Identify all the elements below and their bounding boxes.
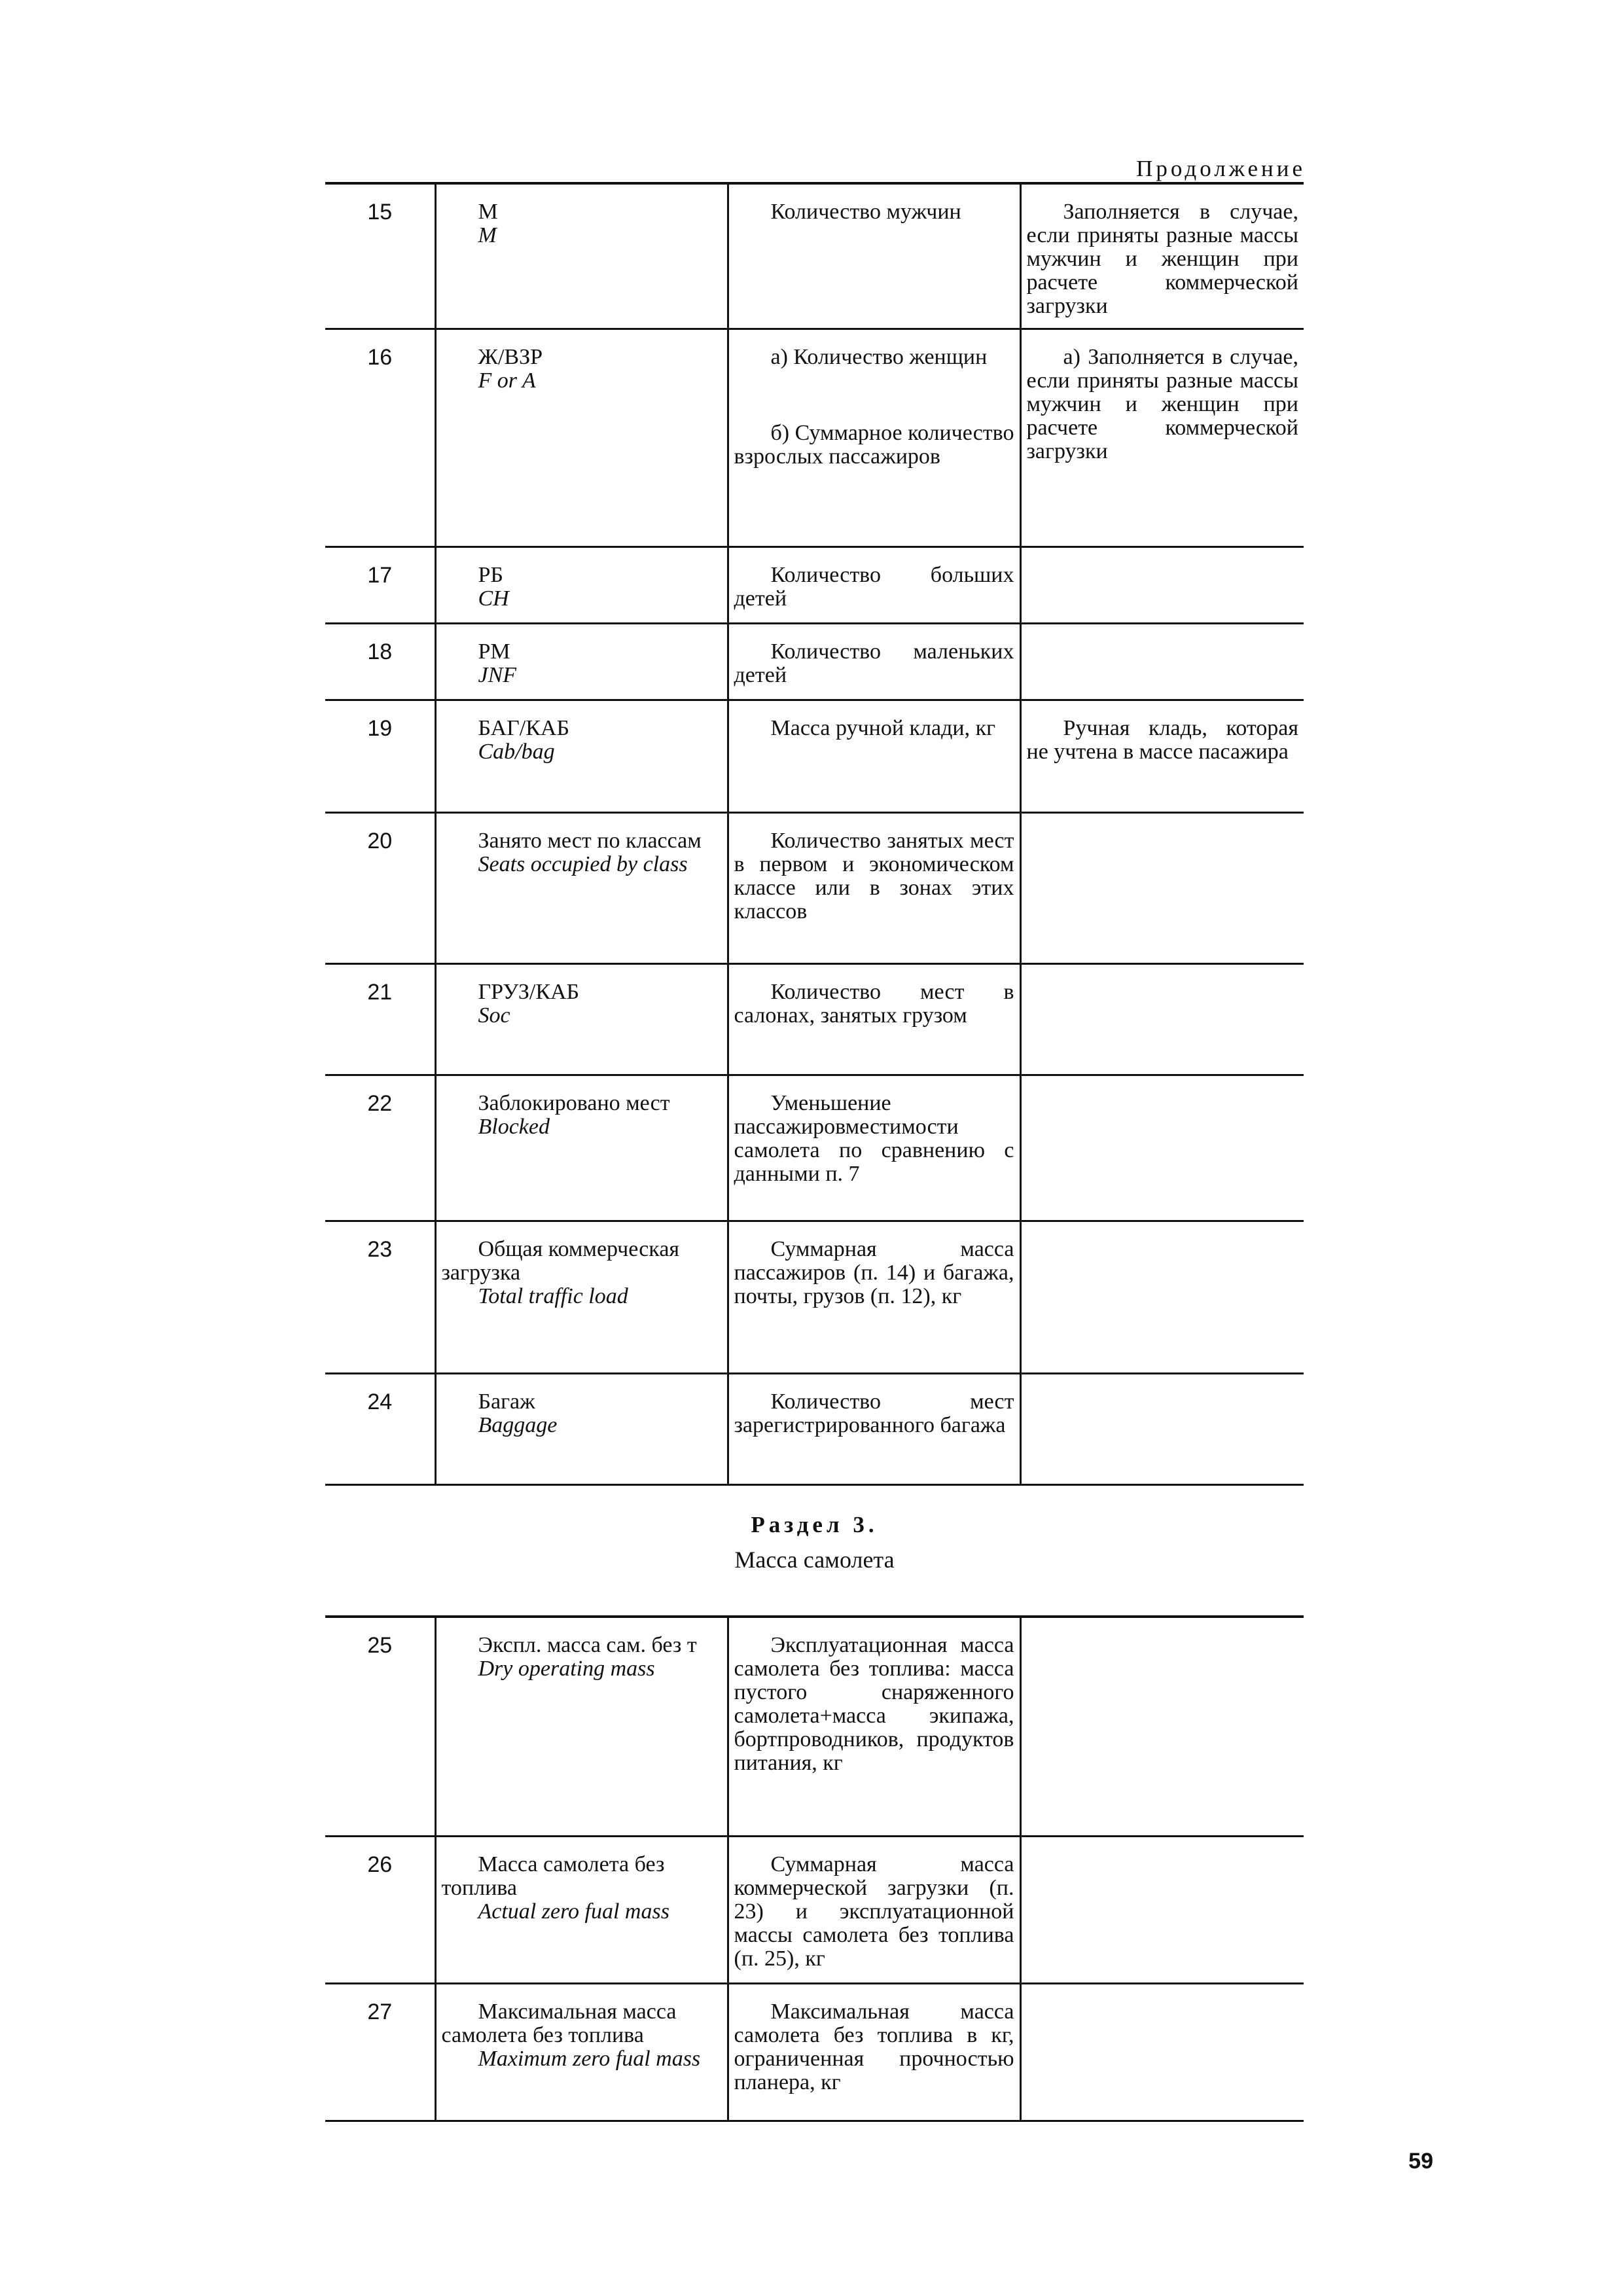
field-description — [728, 329, 1020, 547]
code-english: Cab/bag — [478, 739, 555, 764]
table-row — [325, 963, 1304, 1075]
field-code — [435, 1617, 728, 1836]
table-row — [325, 1221, 1304, 1373]
description-text: Уменьшение пассажировместимости самолета по сравнению с данными п. 7 — [734, 1090, 1014, 1186]
row-number: 23 — [325, 1221, 435, 1373]
field-code — [435, 812, 728, 963]
code-english: CH — [478, 586, 509, 611]
description-text: Количество больших детей — [734, 562, 1014, 611]
code-russian: Масса самолета без топлива — [441, 1852, 665, 1900]
field-note — [1020, 1983, 1304, 2121]
table-row — [325, 700, 1304, 812]
row-number: 15 — [325, 183, 435, 329]
table-row — [325, 812, 1304, 963]
code-russian: Экспл. масса сам. без т — [478, 1633, 697, 1657]
description-text: Суммарная масса коммерческой загрузки (п. 23) и эксплуатационной массы самолета без топлива (п. 25), кг — [734, 1852, 1014, 1971]
field-note — [1020, 183, 1304, 329]
continuation-label: Продолжение — [1136, 156, 1306, 181]
code-english: Total traffic load — [478, 1283, 628, 1308]
description-text: Суммарная масса пассажиров (п. 14) и багажа, почты, грузов (п. 12), кг — [734, 1236, 1014, 1308]
description-text: Количество мужчин — [770, 200, 961, 224]
field-code — [435, 623, 728, 700]
description-text: Масса ручной клади, кг — [770, 715, 996, 740]
table-row — [325, 1373, 1304, 1484]
field-code — [435, 547, 728, 623]
row-number: 20 — [325, 812, 435, 963]
code-russian: БАГ/КАБ — [478, 715, 569, 740]
code-russian: М — [478, 200, 498, 224]
row-number: 18 — [325, 623, 435, 700]
code-russian: Заблокировано мест — [478, 1090, 670, 1115]
field-description — [728, 1373, 1020, 1484]
note-text: Ручная кладь, которая не учтена в массе пасажира — [1026, 715, 1298, 764]
table-row — [325, 623, 1304, 700]
field-note — [1020, 1836, 1304, 1983]
description-text: Эксплуатационная масса самолета без топлива: масса пустого снаряженного самолета+масса экипажа, бортпроводников, продуктов питания, кг — [734, 1633, 1014, 1775]
field-description — [728, 700, 1020, 812]
field-code — [435, 963, 728, 1075]
code-english: F or A — [478, 368, 536, 393]
field-note — [1020, 623, 1304, 700]
field-description — [728, 1221, 1020, 1373]
table-row — [325, 1836, 1304, 1983]
field-code — [435, 1836, 728, 1983]
table-row — [325, 1983, 1304, 2121]
field-description — [728, 183, 1020, 329]
field-description — [728, 1075, 1020, 1221]
section-heading — [325, 1512, 1304, 1573]
code-english: JNF — [478, 662, 517, 687]
table-row — [325, 1617, 1304, 1836]
field-note — [1020, 1221, 1304, 1373]
row-number: 17 — [325, 547, 435, 623]
field-code — [435, 183, 728, 329]
description-text: а) Количество женщин — [770, 344, 988, 369]
description-text: б) Суммарное количество взрослых пассажиров — [734, 420, 1014, 469]
code-russian: Максимальная масса самолета без топлива — [441, 1999, 677, 2047]
code-russian: Общая коммерческая загрузка — [441, 1236, 680, 1285]
code-russian: РБ — [478, 562, 503, 587]
field-note — [1020, 547, 1304, 623]
code-english: Actual zero fual mass — [478, 1899, 669, 1924]
field-code — [435, 1221, 728, 1373]
note-text: а) Заполняется в случае, если приняты разные массы мужчин и женщин при расчете коммерческой загрузки — [1026, 344, 1298, 463]
code-english: Dry operating mass — [478, 1657, 655, 1681]
field-note — [1020, 1617, 1304, 1836]
row-number: 24 — [325, 1373, 435, 1484]
code-russian: Багаж — [478, 1389, 535, 1414]
note-text: Заполняется в случае, если приняты разные массы мужчин и женщин при расчете коммерческой загрузки — [1026, 200, 1298, 318]
code-english: Maximum zero fual mass — [478, 2046, 701, 2071]
field-code — [435, 329, 728, 547]
description-text: Количество маленьких детей — [734, 639, 1014, 687]
row-number: 16 — [325, 329, 435, 547]
field-description — [728, 1983, 1020, 2121]
field-description — [728, 623, 1020, 700]
row-number: 22 — [325, 1075, 435, 1221]
code-russian: ГРУЗ/КАБ — [478, 979, 580, 1004]
field-code — [435, 1373, 728, 1484]
description-text: Максимальная масса самолета без топлива в кг, ограниченная прочностью планера, кг — [734, 1999, 1014, 2094]
row-number: 27 — [325, 1983, 435, 2121]
field-code — [435, 1075, 728, 1221]
code-english: Soc — [478, 1003, 510, 1028]
field-note — [1020, 329, 1304, 547]
field-description — [728, 812, 1020, 963]
field-code — [435, 1983, 728, 2121]
row-number: 21 — [325, 963, 435, 1075]
table-row — [325, 329, 1304, 547]
field-description — [728, 547, 1020, 623]
parameters-table-1 — [325, 182, 1304, 1486]
description-text: Количество мест в салонах, занятых грузом — [734, 979, 1014, 1028]
section-subtitle: Масса самолета — [734, 1547, 895, 1573]
description-text: Количество занятых мест в первом и экономическом классе или в зонах этих классов — [734, 828, 1014, 924]
description-text: Количество мест зарегистрированного багажа — [734, 1389, 1014, 1437]
code-russian: РМ — [478, 639, 510, 664]
code-english: Blocked — [478, 1114, 550, 1139]
field-description — [728, 963, 1020, 1075]
code-english: M — [478, 223, 497, 247]
section-title: Раздел 3. — [751, 1512, 878, 1537]
field-note — [1020, 963, 1304, 1075]
field-note — [1020, 1075, 1304, 1221]
code-english: Seats occupied by class — [478, 852, 688, 876]
field-description — [728, 1617, 1020, 1836]
table-row — [325, 1075, 1304, 1221]
page-number: 59 — [1408, 2149, 1433, 2174]
row-number: 26 — [325, 1836, 435, 1983]
table-row — [325, 547, 1304, 623]
parameters-table-2 — [325, 1615, 1304, 2122]
code-english: Baggage — [478, 1412, 558, 1437]
row-number: 19 — [325, 700, 435, 812]
field-description — [728, 1836, 1020, 1983]
field-note — [1020, 1373, 1304, 1484]
code-russian: Занято мест по классам — [478, 828, 702, 853]
row-number: 25 — [325, 1617, 435, 1836]
field-note — [1020, 700, 1304, 812]
code-russian: Ж/ВЗР — [478, 344, 543, 369]
field-note — [1020, 812, 1304, 963]
table-row — [325, 183, 1304, 329]
field-code — [435, 700, 728, 812]
